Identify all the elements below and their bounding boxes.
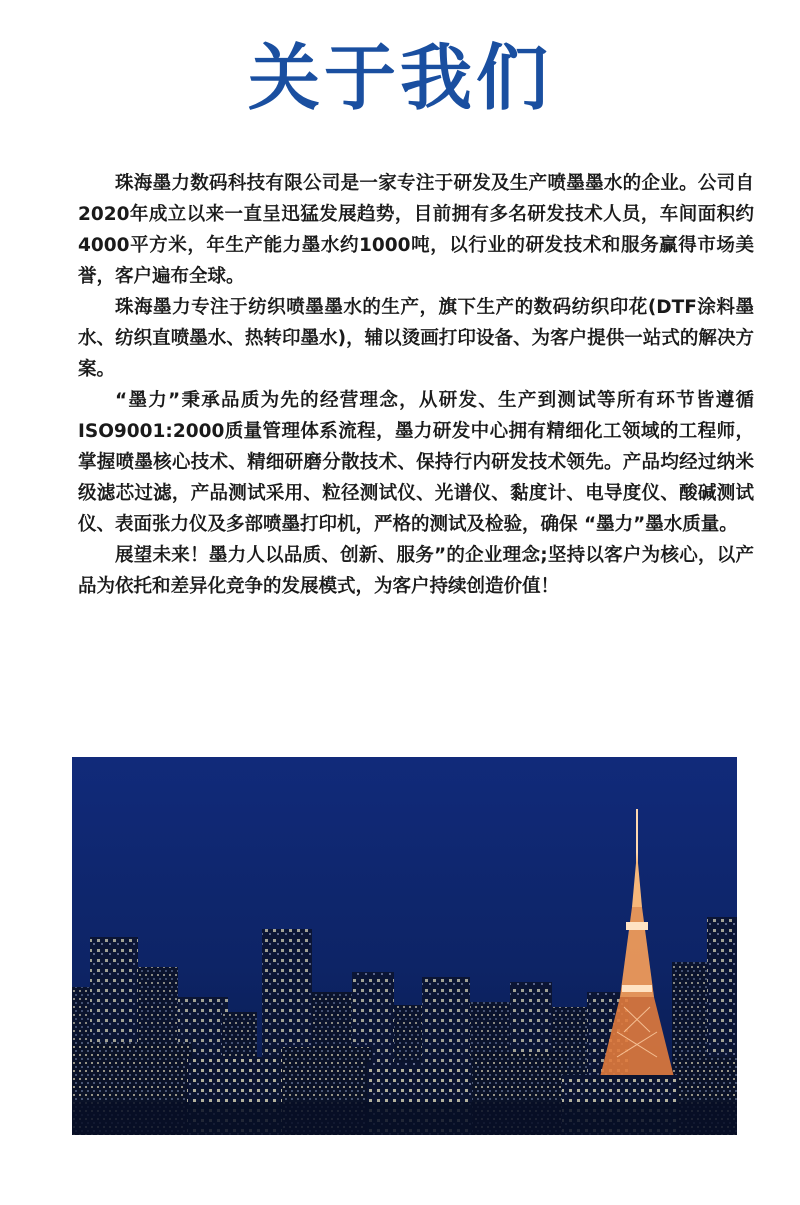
paragraph-quality: “墨力”秉承品质为先的经营理念，从研发、生产到测试等所有环节皆遵循ISO9001:2000质量管理体系流程，墨力研发中心拥有精细化工领域的工程师，掌握喷墨核心技术、精细研磨分散技术、保持行内研发技术领先。产品均经过纳米级滤芯过滤，产品测试采用、粒径测试仪、光谱仪、黏度计、电导度仪、酸碱测试仪、表面张力仪及多部喷墨打印机，严格的测试及检验，确保 “墨力”墨水质量。 bbox=[78, 390, 754, 535]
paragraph-outlook: 展望未来！墨力人以品质、创新、服务”的企业理念;坚持以客户为核心，以产品为依托和差异化竞争的发展模式，为客户持续创造价值！ bbox=[78, 545, 754, 597]
skyline-illustration bbox=[72, 757, 737, 1135]
city-skyline-photo bbox=[72, 757, 737, 1135]
page-title: 关于我们 bbox=[247, 36, 552, 120]
about-article bbox=[78, 168, 754, 602]
paragraph-intro: 珠海墨力数码科技有限公司是一家专注于研发及生产喷墨墨水的企业。公司自2020年成立以来一直呈迅猛发展趋势，目前拥有多名研发技术人员，车间面积约4000平方米，年生产能力墨水约1000吨，以行业的研发技术和服务赢得市场美誉，客户遍布全球。 bbox=[78, 173, 754, 287]
paragraph-products: 珠海墨力专注于纺织喷墨墨水的生产，旗下生产的数码纺织印花(DTF涂料墨水、纺织直喷墨水、热转印墨水)，辅以烫画打印设备、为客户提供一站式的解决方案。 bbox=[78, 297, 754, 380]
